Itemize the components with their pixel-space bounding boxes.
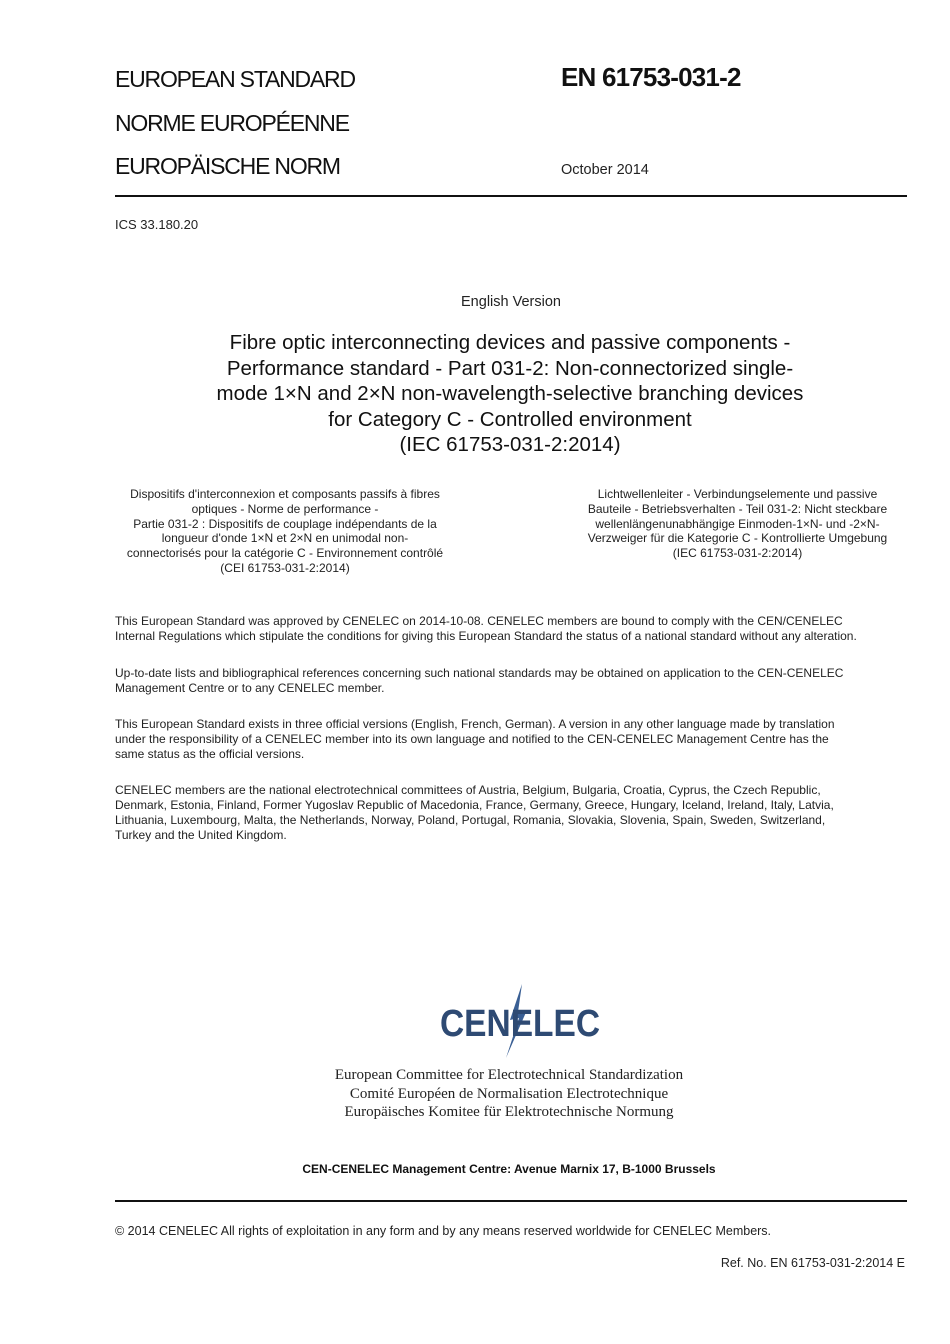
- main-title-line: Performance standard - Part 031-2: Non-connectorized single-: [226, 356, 794, 380]
- logo-wordmark: CENELEC: [440, 1003, 600, 1045]
- cenelec-logo: [430, 980, 610, 1060]
- organization-names: [0, 1066, 950, 1122]
- versions-paragraph: [115, 717, 910, 762]
- paragraph-line: under the responsibility of a CENELEC member into its own language and notified to the CEN-CENELEC Management Centre has the: [115, 732, 829, 746]
- subtitle-line: Dispositifs d'interconnexion et composants passifs à fibres: [130, 487, 440, 501]
- main-title-line: (IEC 61753-031-2:2014): [399, 433, 621, 456]
- main-title: [170, 330, 850, 458]
- paragraph-line: Lithuania, Luxembourg, Malta, the Netherlands, Norway, Poland, Portugal, Romania, Slovakia, Slovenia, Spain, Sweden, Switzerland,: [115, 813, 826, 827]
- main-title-line: mode 1×N and 2×N non-wavelength-selective branching devices: [216, 382, 804, 405]
- standard-number: EN 61753-031-2: [561, 62, 741, 92]
- main-title-line: Fibre optic interconnecting devices and passive components -: [229, 331, 791, 354]
- subtitle-line: Verzweiger für die Kategorie C - Kontrollierte Umgebung: [587, 531, 888, 546]
- title-english: EUROPEAN STANDARD: [115, 66, 355, 92]
- paragraph-line: Up-to-date lists and bibliographical references concerning such national standards may be obtained on application to the CEN-CENELEC: [115, 666, 844, 680]
- organization-name: Comité Européen de Normalisation Electrotechnique: [349, 1085, 669, 1102]
- subtitle-line: wellenlängenunabhängige Einmoden-1×N- und -2×N-: [595, 516, 880, 531]
- approval-paragraph: [115, 614, 910, 644]
- subtitle-line: (IEC 61753-031-2:2014): [672, 546, 803, 561]
- main-title-line: for Category C - Controlled environment: [328, 407, 692, 431]
- subtitle-line: Partie 031-2 : Dispositifs de couplage indépendants de la: [133, 516, 437, 531]
- version-label: English Version: [461, 294, 561, 310]
- subtitle-line: Lichtwellenleiter - Verbindungselemente und passive: [597, 487, 878, 501]
- reference-number: Ref. No. EN 61753-031-2:2014 E: [720, 1256, 905, 1270]
- ics-code: ICS 33.180.20: [115, 217, 199, 232]
- footer-divider: [115, 1200, 907, 1202]
- header-divider: [115, 195, 907, 197]
- members-paragraph: [115, 783, 910, 843]
- title-german: EUROPÄISCHE NORM: [115, 153, 340, 179]
- paragraph-line: Internal Regulations which stipulate the conditions for giving this European Standard the status of a national standard without any alteration.: [115, 629, 857, 643]
- paragraph-line: same status as the official versions.: [115, 747, 305, 761]
- title-french: NORME EUROPÉENNE: [115, 110, 349, 136]
- organization-name: Europäisches Komitee für Elektrotechnische Normung: [344, 1104, 674, 1120]
- paragraph-line: Denmark, Estonia, Finland, Former Yugoslav Republic of Macedonia, France, Germany, Greece, Hungary, Iceland, Ireland, Italy, Latvia,: [115, 798, 834, 812]
- management-centre-address: CEN-CENELEC Management Centre: Avenue Marnix 17, B-1000 Brussels: [302, 1162, 716, 1176]
- paragraph-line: This European Standard was approved by CENELEC on 2014-10-08. CENELEC members are bound to comply with the CEN/CENELEC: [115, 614, 843, 628]
- subtitle-line: longueur d'onde 1×N et 2×N en unimodal non-: [161, 531, 409, 546]
- subtitle-french: [110, 487, 460, 576]
- paragraph-line: Management Centre or to any CENELEC member.: [115, 681, 385, 695]
- paragraph-line: CENELEC members are the national electrotechnical committees of Austria, Belgium, Bulgaria, Croatia, Cyprus, the Czech Republic,: [115, 783, 821, 797]
- references-paragraph: [115, 666, 910, 696]
- subtitle-german: [570, 487, 905, 561]
- subtitle-line: (CEI 61753-031-2:2014): [220, 560, 350, 575]
- copyright-notice: © 2014 CENELEC All rights of exploitation in any form and by any means reserved worldwide for CENELEC Members.: [115, 1224, 772, 1238]
- subtitle-line: optiques - Norme de performance -: [191, 501, 379, 516]
- organization-name: European Committee for Electrotechnical Standardization: [334, 1067, 684, 1083]
- subtitle-line: Bauteile - Betriebsverhalten - Teil 031-2: Nicht steckbare: [587, 501, 888, 516]
- paragraph-line: Turkey and the United Kingdom.: [115, 828, 287, 842]
- publication-date: October 2014: [561, 162, 649, 178]
- subtitle-line: connectorisés pour la catégorie C - Environnement contrôlé: [126, 546, 444, 561]
- paragraph-line: This European Standard exists in three official versions (English, French, German). A version in any other language made by translation: [115, 717, 835, 731]
